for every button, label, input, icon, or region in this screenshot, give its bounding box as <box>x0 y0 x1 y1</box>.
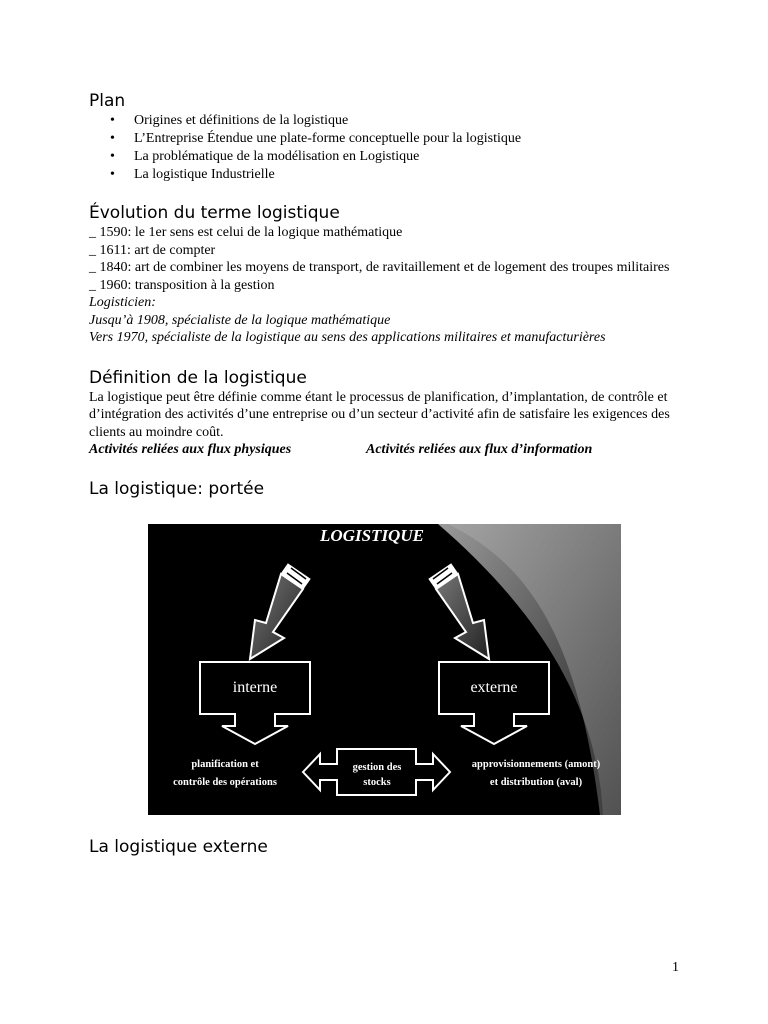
interne-label: interne <box>232 679 278 696</box>
evolution-heading: Évolution du terme logistique <box>89 203 340 223</box>
left-caption-line: contrôle des opérations <box>173 777 277 788</box>
definition-text: La logistique peut être définie comme étant le processus de planification, d’implantation, de contrôle et d’intégration des activités d’une entreprise ou d’un secteur d’activité afin de satisfaire les exigences des clients au moindre coût. <box>89 389 670 440</box>
externe-label: externe <box>470 679 518 696</box>
plan-heading: Plan <box>89 91 126 111</box>
stocks-caption-line: gestion des <box>352 762 402 773</box>
plan-item: • L’Entreprise Étendue une plate-forme conceptuelle pour la logistique <box>110 131 522 146</box>
plan-item: • Origines et définitions de la logistique <box>110 113 349 128</box>
flux-physiques-label: Activités reliées aux flux physiques <box>89 442 292 457</box>
flux-row <box>89 441 679 459</box>
bullet-icon: • <box>110 149 115 164</box>
logisticien-line: Vers 1970, spécialiste de la logistique au sens des applications militaires et manufacturières <box>89 330 606 345</box>
bullet-icon: • <box>110 113 115 128</box>
left-caption-line: planification et <box>191 759 259 770</box>
flux-information-label: Activités reliées aux flux d’information <box>366 442 593 457</box>
diagram-title: LOGISTIQUE <box>320 526 424 545</box>
page-number: 1 <box>672 960 679 975</box>
document-page <box>89 90 679 500</box>
evolution-line: _ 1840: art de combiner les moyens de transport, de ravitaillement et de logement des troupes militaires <box>89 260 670 275</box>
externe-heading: La logistique externe <box>89 837 268 857</box>
right-caption-line: et distribution (aval) <box>489 777 583 788</box>
evolution-line: _ 1611: art de compter <box>89 242 216 258</box>
logisticien-line: Jusqu’à 1908, spécialiste de la logique mathématique <box>89 312 391 328</box>
evolution-line: _ 1590: le 1er sens est celui de la logique mathématique <box>89 225 403 240</box>
evolution-line: _ 1960: transposition à la gestion <box>89 277 275 293</box>
portee-heading: La logistique: portée <box>89 479 265 499</box>
definition-heading: Définition de la logistique <box>89 367 307 388</box>
plan-item: • La logistique Industrielle <box>110 167 275 182</box>
plan-item: • La problématique de la modélisation en Logistique <box>110 149 420 164</box>
bullet-icon: • <box>110 131 115 146</box>
logistique-diagram <box>148 524 621 815</box>
logisticien-label: Logisticien: <box>89 295 156 310</box>
bullet-icon: • <box>110 167 115 182</box>
plan-list <box>89 112 679 184</box>
stocks-caption-line: stocks <box>363 777 391 788</box>
right-caption-line: approvisionnements (amont) <box>471 759 601 770</box>
